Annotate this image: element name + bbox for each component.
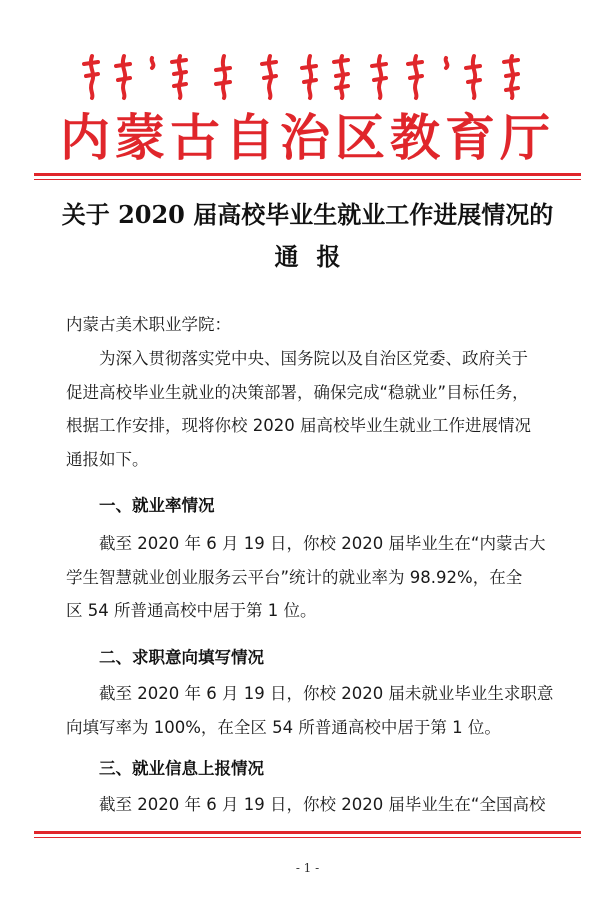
section-line: 截至 2020 年 6 月 19 日，你校 2020 届毕业生在“全国高校 [99,795,546,814]
section-line: 向填写率为 100%，在全区 54 所普通高校中居于第 1 位。 [66,717,501,737]
document-title-line-2: 通报 [274,242,359,271]
section-paragraph [66,677,566,744]
section-heading: 二、求职意向填写情况 [99,648,264,667]
agency-name: 内蒙古自治区教育厅 [60,108,555,167]
section-heading: 三、就业信息上报情况 [99,759,264,778]
section-paragraph [66,527,566,628]
section-heading: 一、就业率情况 [99,496,215,515]
footer-rule-thick [34,831,581,834]
intro-line: 通报如下。 [66,449,149,469]
intro-line: 为深入贯彻落实党中央、国务院以及自治区党委、政府关于 [99,349,528,368]
header-rule-thin [34,179,581,180]
addressee [66,308,566,342]
section-line: 学生智慧就业创业服务云平台”统计的就业率为 98.92%，在全 [66,567,523,587]
section-line: 区 54 所普通高校中居于第 1 位。 [66,601,317,620]
section-paragraph [66,788,566,822]
addressee-text: 内蒙古美术职业学院： [66,315,231,334]
section-line: 截至 2020 年 6 月 19 日，你校 2020 届毕业生在“内蒙古大 [99,534,546,553]
mongolian-script-logo [80,50,535,102]
document-title: 关于 2020 届高校毕业生就业工作进展情况的 [61,200,554,229]
intro-line: 根据工作安排，现将你校 2020 届高校毕业生就业工作进展情况 [66,416,531,435]
page-number: - 1 - [295,861,320,875]
intro-paragraph [66,342,566,476]
section-line: 截至 2020 年 6 月 19 日，你校 2020 届未就业毕业生求职意 [99,684,554,703]
footer-rule-thin [34,837,581,838]
header-rule-thick [34,173,581,176]
intro-line: 促进高校毕业生就业的决策部署，确保完成“稳就业”目标任务， [66,382,529,402]
